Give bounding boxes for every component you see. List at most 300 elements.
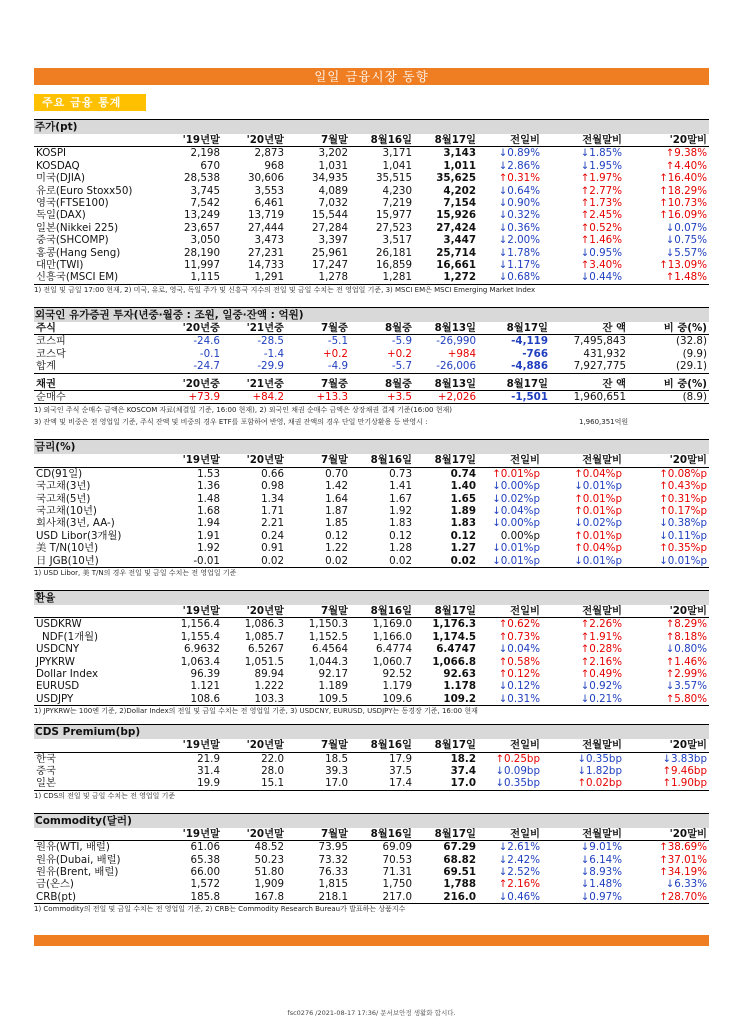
value-cell: -4,119	[511, 335, 548, 348]
table-row	[34, 517, 709, 529]
value-cell: 7,154	[443, 197, 476, 210]
change-cell: ↑2.16%	[498, 878, 540, 891]
table-row	[34, 841, 709, 854]
foreign-bond_headers-col-header: 7월중	[286, 378, 350, 391]
commodity-table	[34, 828, 709, 904]
change-cell: 0.00%p	[500, 529, 540, 542]
foreign-stock_headers-col-header: 8월17일	[478, 322, 550, 335]
change-cell: ↑5.80%	[624, 693, 709, 706]
commodity-section	[34, 813, 709, 915]
value-cell: 1.89	[450, 504, 476, 517]
change-cell: ↓0.75%	[665, 234, 707, 247]
value-cell: 15,544	[311, 209, 348, 222]
rates-col-header: 8월16일	[350, 454, 414, 467]
value-cell: 68.82	[443, 853, 476, 866]
value-cell: 70.53	[382, 853, 412, 866]
change-cell: ↓0.00%p	[492, 517, 540, 530]
foreign-stock_headers-col-header: 잔 액	[550, 322, 628, 335]
table-row	[34, 631, 709, 643]
value-cell: 3,517	[382, 234, 412, 247]
value-cell: 0.12	[450, 529, 476, 542]
row-label: 합계	[34, 360, 158, 373]
row-label: CRB(pt)	[34, 891, 158, 904]
row-label: 미국(DJIA)	[36, 172, 85, 185]
value-cell: 185.8	[158, 891, 222, 904]
row-label: 순매수	[34, 390, 158, 403]
fx-col-header: 전월말비	[542, 605, 624, 618]
value-cell: 1,291	[222, 271, 286, 284]
rates-col-header: '19년말	[158, 454, 222, 467]
value-cell: 0.02	[350, 555, 414, 568]
value-cell: 1,152.5	[308, 630, 348, 643]
change-cell: ↑2.99%	[665, 668, 707, 680]
value-cell: 1,066.8	[432, 655, 476, 668]
value-cell: -0.01	[158, 555, 222, 568]
change-cell: ↑0.01%p	[574, 492, 622, 505]
table-row	[34, 693, 709, 706]
value-cell: 1.48	[197, 492, 220, 505]
commodity-col-header: 전월말비	[542, 828, 624, 841]
change-cell: ↑0.17%p	[659, 504, 707, 517]
value-cell: 2,873	[254, 147, 284, 160]
value-cell: 1.64	[325, 492, 348, 505]
value-cell: 37.5	[389, 765, 412, 778]
foreign-note-2	[34, 416, 709, 428]
change-cell: ↑0.04%p	[574, 467, 622, 480]
change-cell: ↑1.90bp	[624, 777, 709, 790]
stocks-col-header: '20년말	[222, 134, 286, 147]
value-cell: 0.02	[286, 555, 350, 568]
value-cell: 109.6	[350, 693, 414, 706]
commodity-note: 1) Commodity의 전일 및 금일 수치는 전 영업일 기준, 2) CRB는 Commodity Research Bureau가 발표하는 상품지수	[34, 905, 406, 914]
change-cell: ↑1.46%	[665, 655, 707, 668]
value-cell: 7,542	[190, 197, 220, 210]
row-label: 중국	[36, 765, 56, 778]
row-label: 금(온스)	[36, 878, 74, 891]
change-cell: ↓0.12%	[498, 680, 540, 693]
rates-col-header: 8월17일	[414, 454, 478, 467]
value-cell: 0.02	[414, 555, 478, 568]
change-cell: ↓5.57%	[665, 246, 707, 259]
value-cell: 69.51	[443, 866, 476, 879]
value-cell: -1.4	[263, 347, 284, 360]
table-row	[34, 765, 709, 777]
cds-section	[34, 724, 709, 802]
change-cell: ↓0.02%p	[574, 517, 622, 530]
value-cell: 0.12	[389, 529, 412, 542]
change-cell: ↑0.02bp	[542, 777, 624, 790]
fx-note: 1) JPYKRW는 100엔 기준, 2)Dollar Index의 전일 및 금일 수치는 전 영업일 기준, 3) USDCNY, EURUSD, USDJPY는 동경장 기준, 16:00 현재	[34, 707, 478, 716]
row-label: 원유(Brent, 배럴)	[36, 866, 119, 879]
value-cell: 1.42	[325, 480, 348, 493]
value-cell: 3,553	[254, 184, 284, 197]
value-cell: 1.178	[443, 680, 476, 693]
change-cell: ↓0.90%	[498, 197, 540, 210]
table-row	[34, 197, 709, 209]
value-cell: 1.189	[318, 680, 348, 693]
value-cell: 17.9	[389, 752, 412, 765]
value-cell: 7,032	[318, 197, 348, 210]
change-cell: ↑0.73%	[498, 630, 540, 643]
value-cell: 1.179	[382, 680, 412, 693]
change-cell: ↓0.07%	[665, 221, 707, 234]
rates-table	[34, 454, 709, 568]
value-cell: 1,176.3	[432, 618, 476, 631]
row-label: 영국(FTSE100)	[36, 197, 109, 210]
stocks-col-header: 7월말	[286, 134, 350, 147]
value-cell: (29.1)	[628, 360, 709, 373]
table-row	[34, 247, 709, 259]
row-label: 코스닥	[36, 347, 66, 360]
row-label: 원유(Dubai, 배럴)	[36, 853, 121, 866]
table-row	[34, 467, 709, 480]
foreign-stock-table	[34, 322, 709, 374]
value-cell: +984	[447, 347, 476, 360]
value-cell: 1,156.4	[180, 618, 220, 631]
value-cell: 6.9632	[183, 643, 220, 656]
value-cell: 1,281	[350, 271, 414, 284]
value-cell: 35,515	[375, 172, 412, 185]
table-row	[34, 172, 709, 184]
foreign-investment-section	[34, 307, 709, 428]
table-row	[34, 185, 709, 197]
value-cell: 4,230	[382, 184, 412, 197]
change-cell: ↓0.80%	[665, 643, 707, 656]
value-cell: 1.65	[450, 492, 476, 505]
value-cell: 0.98	[261, 480, 284, 493]
value-cell: 1,169.0	[372, 618, 412, 631]
row-label: JPYKRW	[36, 655, 75, 668]
stocks-table	[34, 134, 709, 285]
change-cell: ↓0.02%p	[492, 492, 540, 505]
value-cell: 1,060.7	[372, 655, 412, 668]
value-cell: 1.27	[450, 542, 476, 555]
change-cell: ↑0.12%	[498, 668, 540, 680]
value-cell: 17,247	[311, 259, 348, 272]
value-cell: 4,202	[443, 184, 476, 197]
change-cell: ↓1.78%	[498, 246, 540, 259]
foreign-bond_headers-col-header: '21년중	[222, 378, 286, 391]
table-row	[34, 680, 709, 692]
rates-col-header: '20말비	[624, 454, 709, 467]
change-cell: ↓8.93%	[580, 866, 622, 879]
cds-header-row	[34, 739, 709, 752]
table-row	[34, 335, 709, 348]
value-cell: 1,085.7	[244, 630, 284, 643]
row-label: KOSDAQ	[36, 159, 80, 172]
commodity-col-header: 8월17일	[414, 828, 478, 841]
change-cell: ↓0.21%	[542, 693, 624, 706]
value-cell: 51.80	[254, 866, 284, 879]
fx-col-header: '19년말	[158, 605, 222, 618]
value-cell: 50.23	[254, 853, 284, 866]
value-cell: 1,041	[382, 159, 412, 172]
value-cell: 28,190	[183, 246, 220, 259]
row-label: 홍콩(Hang Seng)	[36, 246, 121, 259]
stocks-col-header: '20말비	[624, 134, 709, 147]
value-cell: 6.4564	[311, 643, 348, 656]
change-cell: ↓2.00%	[498, 234, 540, 247]
stocks-note: 1) 전일 및 금일 17:00 현재, 2) 미국, 유로, 영국, 독일 주가 및 신흥국 지수의 전일 및 금일 수치는 전 영업일 기준, 3) MSCI EM은 MSCI Emerging Market Index	[34, 285, 536, 294]
row-label: NDF(1개월)	[42, 630, 99, 643]
stocks-col-header: 전월말비	[542, 134, 624, 147]
row-label: USD Libor(3개월)	[36, 529, 122, 542]
row-label: 일본	[34, 777, 158, 790]
change-cell: ↓0.44%	[542, 271, 624, 284]
cds-col-header	[34, 739, 158, 752]
value-cell: 28.0	[261, 765, 284, 778]
row-label: CD(91일)	[36, 467, 83, 480]
value-cell: 3,745	[190, 184, 220, 197]
fx-heading: 환율	[34, 590, 709, 605]
value-cell: 27,523	[375, 221, 412, 234]
table-row	[34, 643, 709, 655]
commodity-header-row	[34, 828, 709, 841]
table-row	[34, 348, 709, 360]
value-cell: 1.222	[254, 680, 284, 693]
commodity-col-header: '19년말	[158, 828, 222, 841]
value-cell: 1,174.5	[432, 630, 476, 643]
section-badge: 주요 금융 통계	[34, 94, 146, 111]
row-label: USDJPY	[34, 693, 158, 706]
table-row	[34, 668, 709, 680]
value-cell: 17.0	[286, 777, 350, 790]
value-cell: 13,249	[183, 209, 220, 222]
stocks-col-header: '19년말	[158, 134, 222, 147]
value-cell: -4,886	[478, 360, 550, 373]
value-cell: -5.7	[350, 360, 414, 373]
value-cell: 108.6	[158, 693, 222, 706]
change-cell: ↑16.40%	[659, 172, 707, 185]
change-cell: ↑8.29%	[665, 618, 707, 631]
value-cell: 1,044.3	[308, 655, 348, 668]
change-cell: ↓0.01%p	[574, 480, 622, 493]
change-cell: ↑0.43%p	[659, 480, 707, 493]
value-cell: 2,198	[190, 147, 220, 160]
change-cell: ↑2.77%	[580, 184, 622, 197]
value-cell: 3,202	[318, 147, 348, 160]
bottom-bar	[34, 935, 709, 946]
cds-col-header: 8월17일	[414, 739, 478, 752]
value-cell: 18.2	[450, 752, 476, 765]
row-label: 원유(WTI, 배럴)	[36, 841, 110, 854]
value-cell: 6.5267	[247, 643, 284, 656]
value-cell: 167.8	[222, 891, 286, 904]
rates-col-header	[34, 454, 158, 467]
change-cell: ↓0.01%p	[624, 555, 709, 568]
change-cell: ↓0.09bp	[495, 765, 540, 778]
value-cell: 1,750	[382, 878, 412, 891]
change-cell: ↑0.31%	[498, 172, 540, 185]
rates-col-header: '20년말	[222, 454, 286, 467]
value-cell: 61.06	[190, 841, 220, 854]
change-cell: ↑0.08%p	[659, 467, 707, 480]
value-cell: 1.68	[197, 504, 220, 517]
change-cell: ↑9.46bp	[662, 765, 707, 778]
row-label: 대만(TWI)	[36, 259, 84, 272]
row-label: 일본(Nikkei 225)	[36, 221, 119, 234]
value-cell: +3.5	[350, 390, 414, 403]
value-cell: 15,926	[436, 209, 476, 222]
value-cell: 11,997	[183, 259, 220, 272]
value-cell: 1,063.4	[180, 655, 220, 668]
fx-table	[34, 605, 709, 706]
row-label: 국고채(5년)	[36, 492, 91, 505]
value-cell: 15.1	[222, 777, 286, 790]
value-cell: 92.63	[443, 668, 476, 680]
cds-col-header: 전일비	[478, 739, 542, 752]
value-cell: 1.40	[450, 480, 476, 493]
cds-col-header: 7월말	[286, 739, 350, 752]
change-cell: ↓0.01%p	[478, 555, 542, 568]
value-cell: -1,501	[478, 390, 550, 403]
value-cell: 1.83	[389, 517, 412, 530]
value-cell: +73.9	[158, 390, 222, 403]
change-cell: ↓2.52%	[498, 866, 540, 879]
change-cell: ↓2.61%	[498, 841, 540, 854]
cds-note: 1) CDS의 전일 및 금일 수치는 전 영업일 기준	[34, 791, 176, 800]
foreign-stock_headers-header-row	[34, 322, 709, 335]
change-cell: ↓0.92%	[580, 680, 622, 693]
value-cell: 21.9	[197, 752, 220, 765]
change-cell: ↑18.29%	[659, 184, 707, 197]
value-cell: 34,935	[311, 172, 348, 185]
value-cell: 92.17	[318, 668, 348, 680]
value-cell: 1.53	[197, 467, 220, 480]
value-cell: 1.28	[389, 542, 412, 555]
change-cell: ↓0.31%	[478, 693, 542, 706]
value-cell: -26,990	[436, 335, 476, 348]
value-cell: 0.66	[261, 467, 284, 480]
rates-note: 1) USD Libor, 美 T/N의 경우 전일 및 금일 수치는 전 영업일 기준	[34, 568, 237, 577]
foreign-stock_headers-col-header: '21년중	[222, 322, 286, 335]
value-cell: 48.52	[254, 841, 284, 854]
value-cell: 1,815	[318, 878, 348, 891]
value-cell: 73.32	[318, 853, 348, 866]
value-cell: -0.1	[199, 347, 220, 360]
change-cell: ↓0.01%p	[542, 555, 624, 568]
value-cell: 22.0	[261, 752, 284, 765]
cds-col-header: 전월말비	[542, 739, 624, 752]
stocks-section	[34, 119, 709, 296]
change-cell: ↑16.09%	[659, 209, 707, 222]
rates-col-header: 전월말비	[542, 454, 624, 467]
value-cell: 3,171	[382, 147, 412, 160]
change-cell: ↑1.48%	[624, 271, 709, 284]
value-cell: -29.9	[222, 360, 286, 373]
change-cell: ↑34.19%	[659, 866, 707, 879]
cds-table	[34, 739, 709, 791]
fx-col-header: 8월16일	[350, 605, 414, 618]
change-cell: ↑4.40%	[665, 159, 707, 172]
change-cell: ↑0.62%	[498, 618, 540, 631]
commodity-col-header: 7월말	[286, 828, 350, 841]
table-row	[34, 618, 709, 631]
change-cell: ↑0.49%	[580, 668, 622, 680]
change-cell: ↑0.01%p	[492, 467, 540, 480]
change-cell: ↑0.31%p	[659, 492, 707, 505]
change-cell: ↑0.25bp	[495, 752, 540, 765]
change-cell: ↑13.09%	[659, 259, 707, 272]
change-cell: ↓0.97%	[542, 891, 624, 904]
value-cell: +2,026	[414, 390, 478, 403]
value-cell: 1.121	[190, 680, 220, 693]
value-cell: 1,150.3	[308, 618, 348, 631]
value-cell: 31.4	[197, 765, 220, 778]
change-cell: ↓2.42%	[498, 853, 540, 866]
value-cell: 1,031	[318, 159, 348, 172]
value-cell: +0.2	[322, 347, 348, 360]
change-cell: ↓0.04%p	[492, 504, 540, 517]
value-cell: 1.92	[389, 504, 412, 517]
value-cell: 4,089	[318, 184, 348, 197]
stocks-col-header: 8월17일	[414, 134, 478, 147]
foreign-stock_headers-col-header: 비 중(%)	[628, 322, 709, 335]
table-row	[34, 656, 709, 668]
change-cell: ↑1.97%	[580, 172, 622, 185]
row-label: 유로(Euro Stoxx50)	[36, 184, 133, 197]
value-cell: 216.0	[414, 891, 478, 904]
value-cell: 3,143	[443, 147, 476, 160]
value-cell: 37.4	[450, 765, 476, 778]
change-cell: ↓0.64%	[498, 184, 540, 197]
change-cell: ↓0.00%p	[492, 480, 540, 493]
foreign-note-2-text: 3) 잔액 및 비중은 전 영업일 기준, 주식 잔액 및 비중의 경우 ETF를 포함하여 반영, 채권 잔액의 경우 단일 만기상환용 등 반영시 :	[34, 418, 428, 427]
change-cell: ↑9.38%	[665, 147, 707, 160]
value-cell: 0.12	[325, 529, 348, 542]
value-cell: -28.5	[257, 335, 284, 348]
table-row	[34, 390, 709, 403]
value-cell: 0.74	[450, 467, 476, 480]
change-cell: ↓0.32%	[498, 209, 540, 222]
commodity-col-header: 8월16일	[350, 828, 414, 841]
change-cell: ↑2.16%	[580, 655, 622, 668]
table-row	[34, 234, 709, 246]
value-cell: 14,733	[247, 259, 284, 272]
value-cell: 27,444	[247, 221, 284, 234]
value-cell: 670	[200, 159, 220, 172]
fx-col-header: 8월17일	[414, 605, 478, 618]
stocks-col-header: 8월16일	[350, 134, 414, 147]
footer-text: fsc0276 /2021-08-17 17:36/ 문서보안정 생활화 합시다.	[287, 1009, 456, 1017]
value-cell: 73.95	[318, 841, 348, 854]
table-row	[34, 360, 709, 373]
foreign-bond_headers-col-header: '20년중	[158, 378, 222, 391]
table-row	[34, 209, 709, 221]
value-cell: -24.7	[158, 360, 222, 373]
value-cell: 13,719	[247, 209, 284, 222]
foreign-bond_headers-col-header: 잔 액	[550, 378, 628, 391]
value-cell: 1.41	[389, 480, 412, 493]
rates-section	[34, 439, 709, 579]
table-row	[34, 160, 709, 172]
value-cell: 67.29	[443, 841, 476, 854]
value-cell: 968	[264, 159, 284, 172]
change-cell: ↑37.01%	[659, 853, 707, 866]
value-cell: 25,714	[436, 246, 476, 259]
value-cell: 7,219	[382, 197, 412, 210]
value-cell: 217.0	[350, 891, 414, 904]
value-cell: 3,397	[318, 234, 348, 247]
value-cell: 1.83	[450, 517, 476, 530]
value-cell: 218.1	[286, 891, 350, 904]
value-cell: 1,155.4	[180, 630, 220, 643]
cds-col-header: '19년말	[158, 739, 222, 752]
change-cell: ↓1.85%	[580, 147, 622, 160]
rates-heading: 금리(%)	[34, 439, 709, 454]
foreign-note-2-balance: 1,960,351억원	[579, 418, 629, 427]
change-cell: ↓0.38%p	[659, 517, 707, 530]
